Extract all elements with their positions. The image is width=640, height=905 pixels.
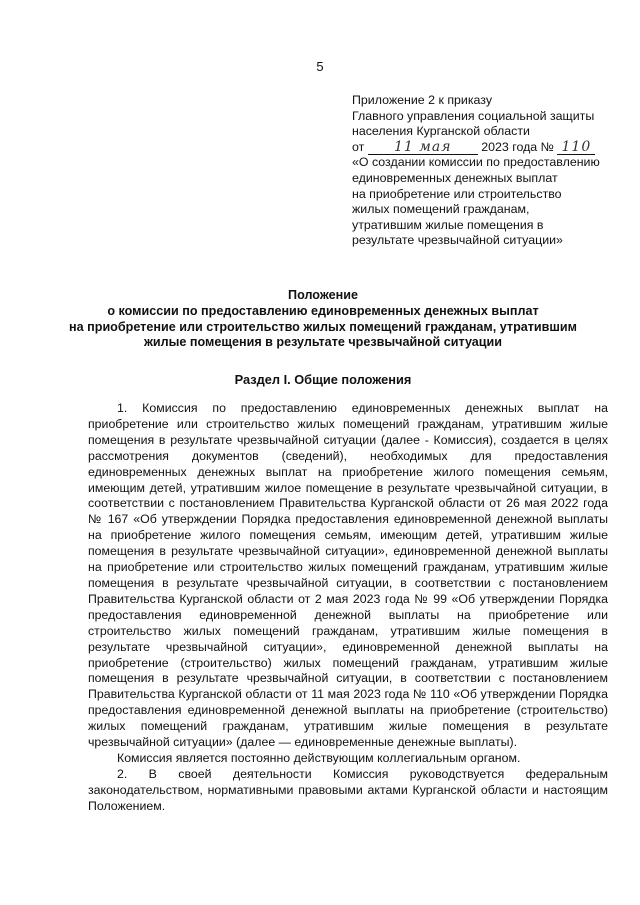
page-number: 5: [316, 59, 324, 74]
appendix-line: Главного управления социальной защиты: [352, 108, 595, 123]
document-subtitle-line: жилые помещения в результате чрезвычайной ситуации: [143, 335, 503, 350]
document-title-block: [40, 288, 606, 351]
document-subtitle-line: о комиссии по предоставлению единовременных денежных выплат: [107, 303, 539, 318]
appendix-subject-line: утратившим жилые помещения в: [352, 217, 544, 232]
appendix-line: Приложение 2 к приказу: [352, 93, 493, 107]
appendix-subject-line: «О создании комиссии по предоставлению: [352, 155, 600, 170]
date-prefix: от: [352, 139, 365, 154]
handwritten-date: 11 мая: [394, 138, 452, 155]
document-subtitle-line: на приобретение или строительство жилых помещений гражданам, утратившим: [69, 319, 577, 334]
appendix-subject-line: жилых помещений гражданам,: [352, 202, 530, 217]
document-title: Положение: [288, 288, 358, 302]
appendix-header: [352, 93, 600, 249]
body-text: [88, 401, 608, 815]
appendix-subject-line: на приобретение или строительство: [352, 186, 562, 201]
date-field: [368, 138, 478, 155]
appendix-subject-line: единовременных денежных выплат: [352, 170, 558, 185]
paragraph: 2. В своей деятельности Комиссия руководствуется федеральным законодательством, нормативными правовыми актами Курганской области и настоящим Положением.: [88, 766, 608, 813]
date-middle: 2023 года №: [481, 139, 554, 154]
appendix-line: населения Курганской области: [352, 124, 530, 139]
appendix-date-line: [352, 140, 600, 156]
paragraph: 1. Комиссия по предоставлению единовременных денежных выплат на приобретение или строительство жилых помещений гражданам, утратившим жилые помещения в результате чрезвычайной ситуации (далее - Комиссия), создается в целях рассмотрения документов (сведений), необходимых для предоставления единовременных денежных выплат на приобретение жилого помещения семьям, имеющим детей, утратившим жилое помещение в результате чрезвычайной ситуации, в соответствии с постановлением Правительства Курганской области от 26 мая 2022 года № 167 «Об утверждении Порядка предоставления единовременной денежной выплаты на приобретение жилого помещения семьям, имеющим детей, утратившим жилые помещения в результате чрезвычайной ситуации», единовременной денежной выплаты на приобретение или строительство жилых помещений гражданам, утратившим жилые помещения в результате чрезвычайной ситуации, в соответствии с постановлением Правительства Курганской области от 2 мая 2023 года № 99 «Об утверждении Порядка предоставления единовременной денежной выплаты на приобретение или строительство жилых помещений гражданам, утратившим жилые помещения в результате чрезвычайной ситуации», единовременной денежной выплаты на приобретение (строительство) жилых помещений гражданам, утратившим жилые помещения в результате чрезвычайной ситуации, в соответствии с постановлением Правительства Курганской области от 11 мая 2023 года № 110 «Об утверждении Порядка предоставления единовременной денежной выплаты на приобретение (строительство) жилых помещений гражданам, утратившим жилые помещения в результате чрезвычайной ситуации» (далее — единовременные денежные выплаты).: [88, 401, 608, 750]
number-field: [557, 138, 595, 155]
handwritten-number: 110: [561, 138, 592, 155]
paragraph: Комиссия является постоянно действующим коллегиальным органом.: [117, 750, 521, 765]
section-heading: Раздел I. Общие положения: [234, 372, 412, 387]
appendix-subject-line: результате чрезвычайной ситуации»: [352, 233, 563, 248]
